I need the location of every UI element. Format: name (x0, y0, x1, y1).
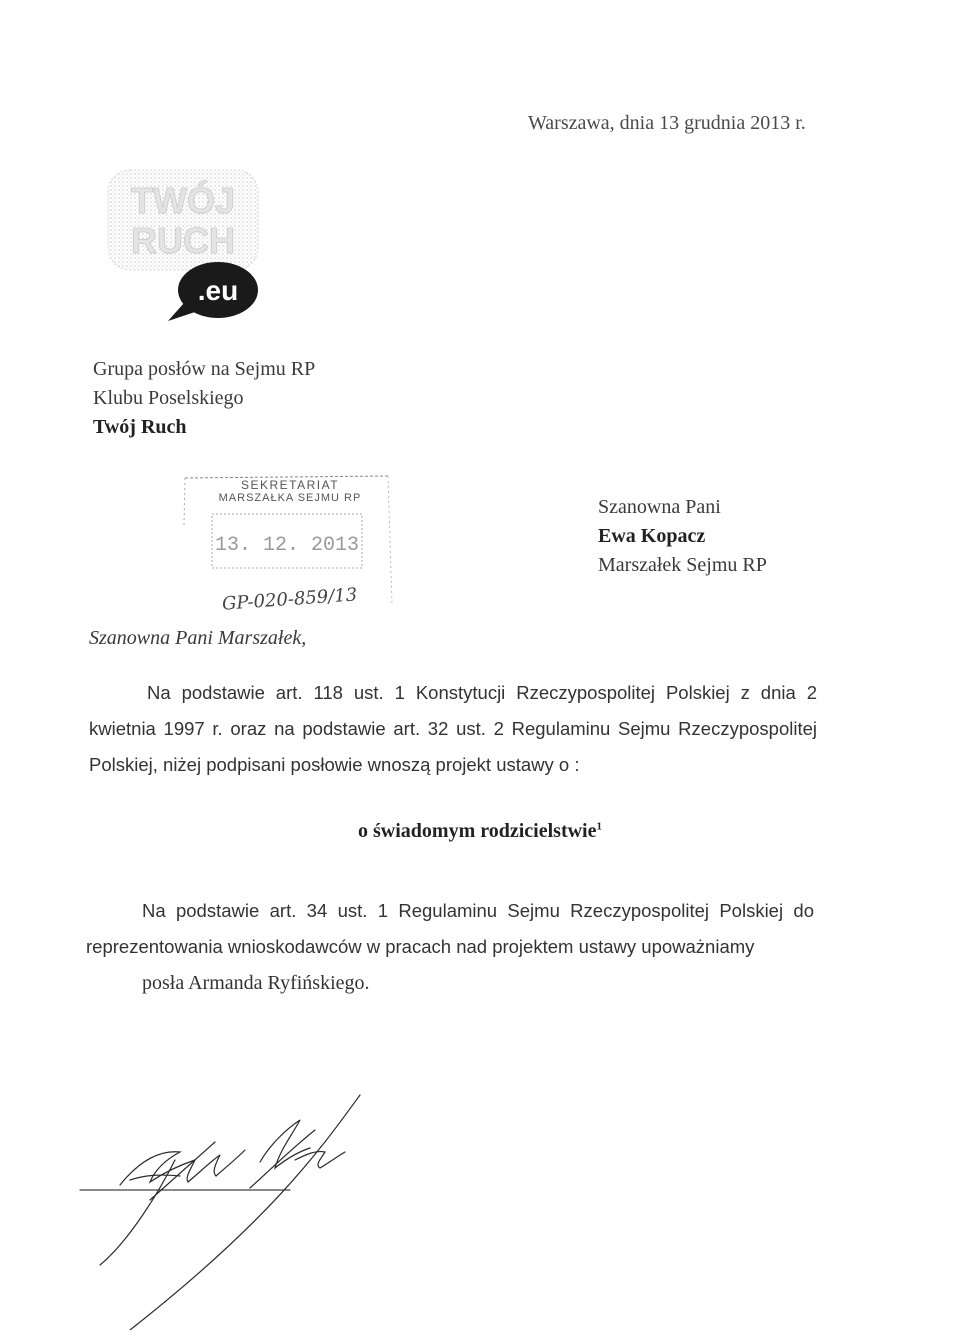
stamp-date: 13. 12. 2013 (214, 534, 360, 557)
registry-stamp (180, 470, 400, 620)
svg-text:TWÓJ: TWÓJ (131, 180, 235, 221)
logo-graphic (98, 165, 268, 325)
sender-block (93, 355, 315, 442)
recipient-position: Marszałek Sejmu RP (598, 554, 767, 576)
twoj-ruch-logo (98, 165, 268, 325)
paragraph-representative-end: posła Armanda Ryfińskiego. (142, 972, 370, 994)
logo-domain: .eu (197, 275, 239, 306)
paragraph-representative-text: Na podstawie art. 34 ust. 1 Regulaminu Sejmu Rzeczypospolitej Polskiej do reprezentowania wnioskodawców w pracach nad projektem ustawy upoważniamy (86, 900, 814, 957)
paragraph-representative (86, 893, 814, 1001)
svg-text:RUCH: RUCH (131, 220, 235, 261)
bill-title-footnote: 1 (596, 820, 602, 833)
stamp-line-2: MARSZAŁKA SEJMU RP (218, 492, 362, 504)
bill-title (0, 820, 960, 843)
bill-title-text: o świadomym rodzicielstwie (358, 820, 597, 842)
date-line: Warszawa, dnia 13 grudnia 2013 r. (528, 112, 806, 134)
stamp-number: GP-020-859/13 (221, 584, 358, 615)
sender-line-2: Klubu Poselskiego (93, 387, 244, 409)
recipient-block (598, 493, 767, 580)
recipient-name: Ewa Kopacz (598, 525, 706, 547)
paragraph-legal-basis: Na podstawie art. 118 ust. 1 Konstytucji Rzeczypospolitej Polskiej z dnia 2 kwietnia 1997 r. oraz na podstawie art. 32 ust. 2 Regulaminu Sejmu Rzeczypospolitej Polskiej, niżej podpisani posłowie wnoszą projekt ustawy o : (89, 682, 817, 775)
salutation: Szanowna Pani Marszałek, (89, 627, 307, 649)
handwritten-signatures (70, 1090, 390, 1330)
stamp-line-1: SEKRETARIAT (240, 478, 340, 492)
sender-club-name: Twój Ruch (93, 416, 187, 438)
recipient-line-1: Szanowna Pani (598, 496, 721, 518)
sender-line-1: Grupa posłów na Sejmu RP (93, 358, 316, 380)
